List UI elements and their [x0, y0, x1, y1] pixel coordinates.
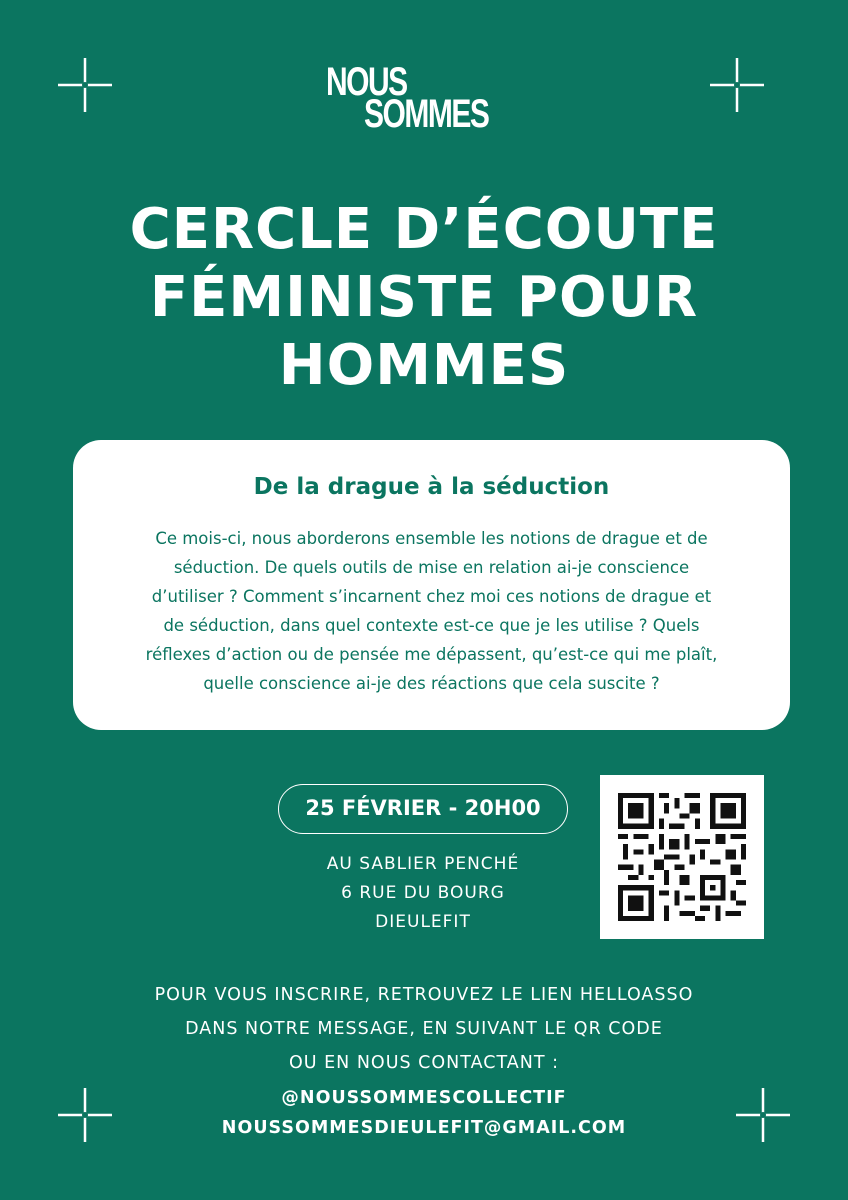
address-line: 6 RUE DU BOURG — [341, 883, 505, 903]
card-body-line: quelle conscience ai-je des réactions que cela suscite ? — [203, 674, 660, 693]
title-line: HOMMES — [278, 333, 570, 398]
signup-line: DANS NOTRE MESSAGE, EN SUIVANT LE QR CODE — [185, 1019, 663, 1039]
signup-instructions — [0, 978, 848, 1080]
card-heading: De la drague à la séduction — [253, 474, 610, 500]
signup-line: OU EN NOUS CONTACTANT : — [288, 1053, 560, 1073]
address-line: DIEULEFIT — [375, 912, 471, 932]
title-line: CERCLE D’ÉCOUTE — [129, 197, 719, 262]
event-date-badge: 25 FÉVRIER - 20H00 — [278, 784, 568, 834]
instagram-handle[interactable]: @NOUSSOMMESCOLLECTIF — [281, 1088, 567, 1108]
sparkle-cross-icon — [710, 58, 764, 112]
title-line: FÉMINISTE POUR — [149, 265, 699, 330]
poster-title — [0, 196, 848, 400]
qr-code[interactable] — [600, 775, 764, 939]
sparkle-cross-icon — [58, 58, 112, 112]
card-body-line: de séduction, dans quel contexte est-ce que je les utilise ? Quels — [163, 616, 700, 635]
address-line: AU SABLIER PENCHÉ — [326, 854, 520, 874]
logo-line-2: SOMMES — [364, 92, 489, 136]
email-address[interactable]: NOUSSOMMESDIEULEFIT@GMAIL.COM — [221, 1118, 627, 1138]
card-body-line: d’utiliser ? Comment s’incarnent chez moi ces notions de drague et — [151, 587, 712, 606]
qr-code-icon — [618, 793, 746, 921]
logo-line-1: NOUS — [326, 60, 407, 104]
card-body-line: Ce mois-ci, nous aborderons ensemble les notions de drague et de — [155, 529, 708, 548]
description-card — [73, 440, 790, 730]
card-body — [113, 524, 750, 698]
signup-line: POUR VOUS INSCRIRE, RETROUVEZ LE LIEN HELLOASSO — [154, 985, 694, 1005]
event-address — [270, 850, 576, 937]
contacts — [0, 1083, 848, 1143]
card-body-line: séduction. De quels outils de mise en relation ai-je conscience — [173, 558, 690, 577]
logo — [320, 60, 526, 144]
card-body-line: réflexes d’action ou de pensée me dépassent, qu’est-ce qui me plaît, — [145, 645, 718, 664]
